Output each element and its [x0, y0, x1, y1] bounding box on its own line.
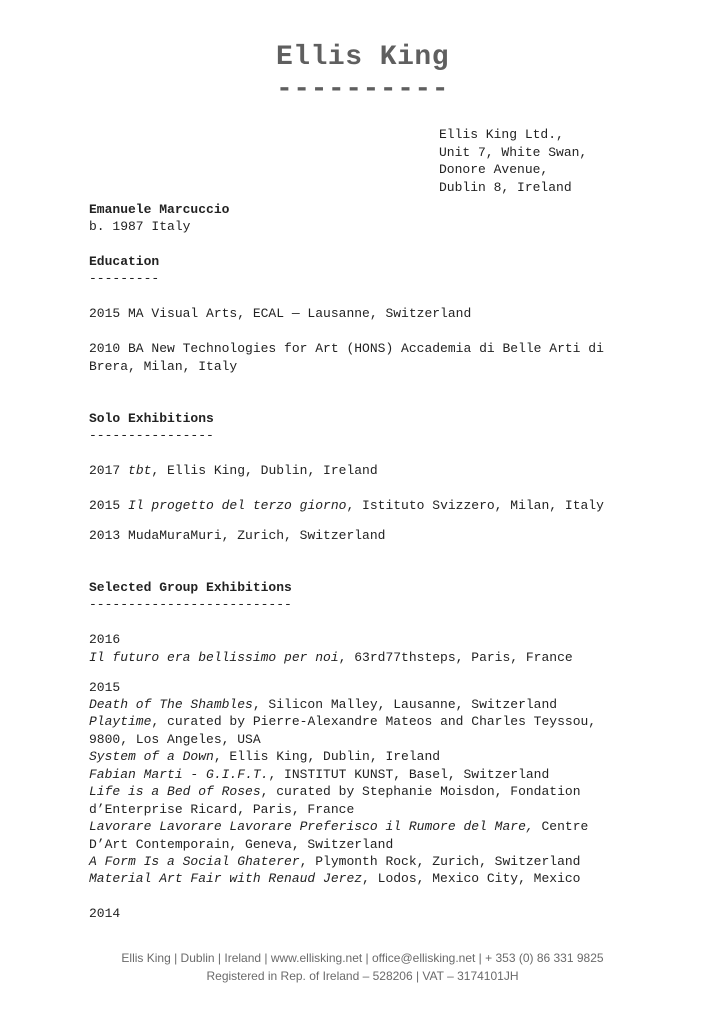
group-entry [89, 748, 440, 766]
entry-details: , Ellis King, Dublin, Ireland [213, 749, 441, 764]
group-entry [89, 649, 573, 667]
title-underline: ---------- [275, 74, 450, 105]
exhibition-title: System of a Down [89, 749, 214, 764]
entry-details: , Lodos, Mexico City, Mexico [362, 871, 581, 886]
group-entry [89, 818, 629, 853]
entry-year: 2013 [89, 528, 129, 543]
exhibition-title: Fabian Marti - G.I.F.T. [89, 767, 269, 782]
exhibition-title: Material Art Fair with Renaud Jerez [89, 871, 363, 886]
solo-entry [89, 527, 385, 545]
exhibition-title: Il progetto del terzo giorno [128, 498, 347, 513]
group-entry [89, 853, 581, 871]
exhibition-title: Death of The Shambles [89, 697, 253, 712]
exhibition-title: Life is a Bed of Roses [89, 784, 261, 799]
address-line: Donore Avenue, [439, 162, 549, 177]
entry-year: 2017 [89, 463, 129, 478]
group-rule: -------------------------- [89, 597, 292, 612]
solo-entry [89, 462, 378, 480]
group-year: 2016 [89, 632, 121, 647]
gallery-address [439, 126, 587, 196]
entry-details: , Plymonth Rock, Zurich, Switzerland [299, 854, 581, 869]
entry-details: , INSTITUT KUNST, Basel, Switzerland [268, 767, 550, 782]
entry-details: , Istituto Svizzero, Milan, Italy [346, 498, 604, 513]
exhibition-title: A Form Is a Social Ghaterer [89, 854, 300, 869]
artist-name: Emanuele Marcuccio [89, 202, 230, 217]
exhibition-title: Lavorare Lavorare Lavorare Preferisco il Rumore del Mare, [89, 819, 534, 834]
entry-details: , 63rd77thsteps, Paris, France [338, 650, 573, 665]
entry-details: Centre D’Art Contemporain, Geneva, Switzerland [89, 819, 589, 852]
education-heading: Education [89, 254, 160, 269]
education-rule: --------- [89, 271, 160, 286]
group-entry [89, 766, 549, 784]
solo-entry [89, 497, 604, 515]
solo-heading: Solo Exhibitions [89, 411, 214, 426]
address-line: Unit 7, White Swan, [439, 144, 588, 160]
page-footer [0, 949, 725, 985]
footer-registration-line: Registered in Rep. of Ireland – 528206 | VAT – 3174101JH [206, 969, 519, 983]
education-entry: 2015 MA Visual Arts, ECAL — Lausanne, Switzerland [89, 306, 472, 321]
group-heading: Selected Group Exhibitions [89, 580, 292, 595]
address-line: Dublin 8, Ireland [439, 179, 572, 195]
group-year: 2014 [89, 906, 121, 921]
entry-details: , curated by Stephanie Moisdon, Fondation d’Enterprise Ricard, Paris, France [89, 784, 581, 817]
group-year: 2015 [89, 680, 121, 695]
group-entry [89, 713, 629, 748]
page-title: Ellis King [275, 42, 450, 73]
exhibition-title: Il futuro era bellissimo per noi [89, 650, 339, 665]
education-entry: 2010 BA New Technologies for Art (HONS) Accademia di Belle Arti di Brera, Milan, Italy [89, 341, 604, 374]
solo-rule: ---------------- [89, 428, 214, 443]
entry-details: , Ellis King, Dublin, Ireland [151, 463, 378, 478]
entry-year: 2015 [89, 498, 129, 513]
entry-details: , Silicon Malley, Lausanne, Switzerland [252, 697, 558, 712]
group-entry [89, 783, 629, 818]
group-entry [89, 696, 557, 714]
group-entry [89, 870, 580, 888]
entry-details: MudaMuraMuri, Zurich, Switzerland [128, 528, 386, 543]
footer-contact-line: Ellis King | Dublin | Ireland | www.ellisking.net | office@ellisking.net | + 353 (0) 86 331 9825 [121, 951, 604, 965]
entry-details: , curated by Pierre-Alexandre Mateos and Charles Teyssou, 9800, Los Angeles, USA [89, 714, 597, 747]
artist-born: b. 1987 Italy [89, 219, 191, 234]
exhibition-title: Playtime [89, 714, 152, 729]
exhibition-title: tbt [128, 463, 152, 478]
address-line: Ellis King Ltd., [439, 127, 564, 142]
